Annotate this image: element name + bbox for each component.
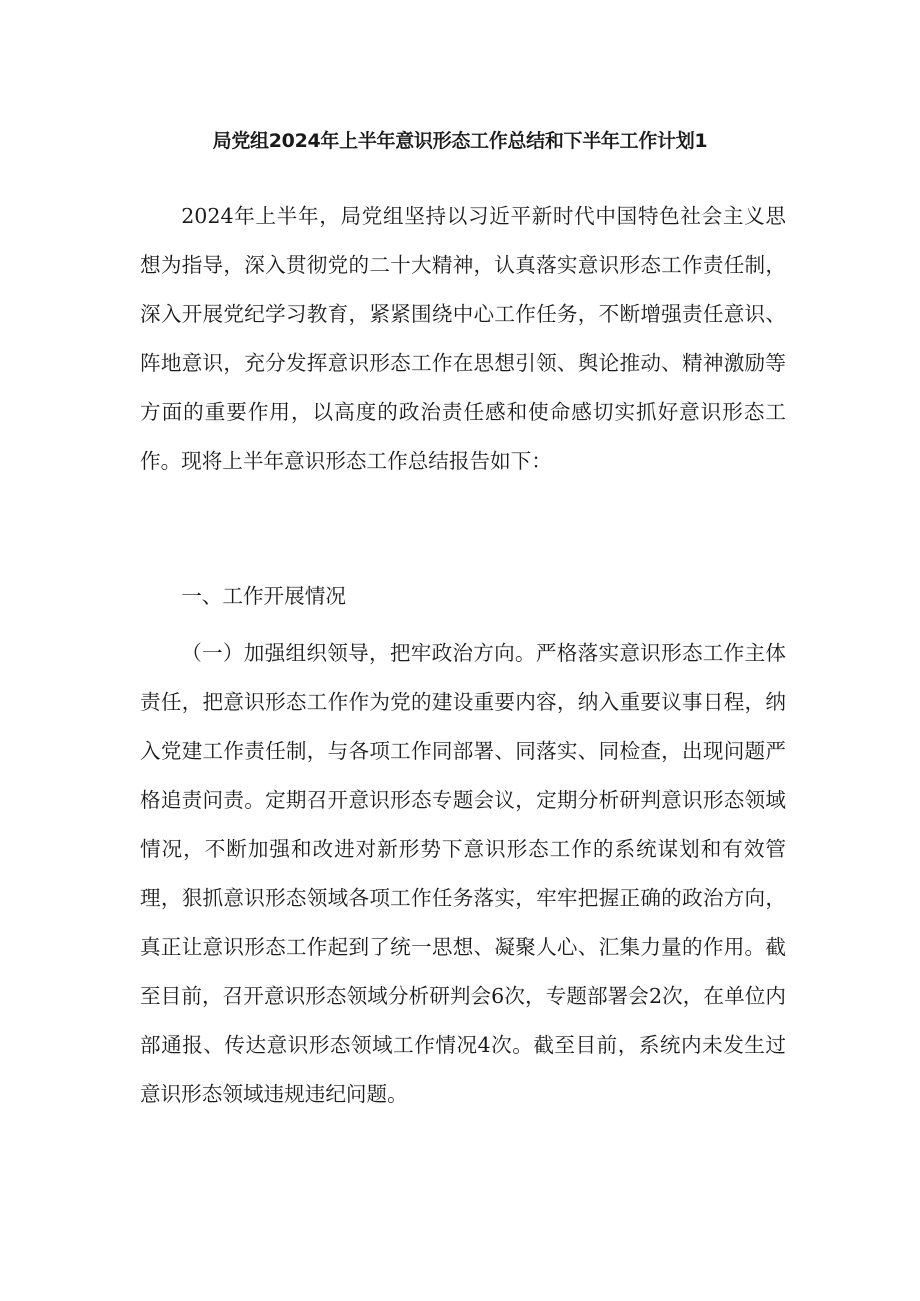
section-heading: 一、工作开展情况 xyxy=(181,584,346,608)
document-title: 局党组2024年上半年意识形态工作总结和下半年工作计划1 xyxy=(212,130,708,152)
section-paragraph: （一）加强组织领导，把牢政治方向。严格落实意识形态工作主体责任，把意识形态工作作为党的建设重要内容，纳入重要议事日程，纳入党建工作责任制，与各项工作同部署、同落实、同检查，出现问题严格追责问责。定期召开意识形态专题会议，定期分析研判意识形态领域情况，不断加强和改进对新形势下意识形态工作的系统谋划和有效管理，狠抓意识形态领域各项工作任务落实，牢牢把握正确的政治方向，真正让意识形态工作起到了统一思想、凝聚人心、汇集力量的作用。截至目前，召开意识形态领域分析研判会6次，专题部署会2次，在单位内部通报、传达意识形态领域工作情况4次。截至目前，系统内未发生过意识形态领域违规违纪问题。 xyxy=(140,641,786,1106)
intro-paragraph: 2024年上半年，局党组坚持以习近平新时代中国特色社会主义思想为指导，深入贯彻党的二十大精神，认真落实意识形态工作责任制，深入开展党纪学习教育，紧紧围绕中心工作任务，不断增强责任意识、阵地意识，充分发挥意识形态工作在思想引领、舆论推动、精神激励等方面的重要作用，以高度的政治责任感和使命感切实抓好意识形态工作。现将上半年意识形态工作总结报告如下： xyxy=(140,204,786,473)
